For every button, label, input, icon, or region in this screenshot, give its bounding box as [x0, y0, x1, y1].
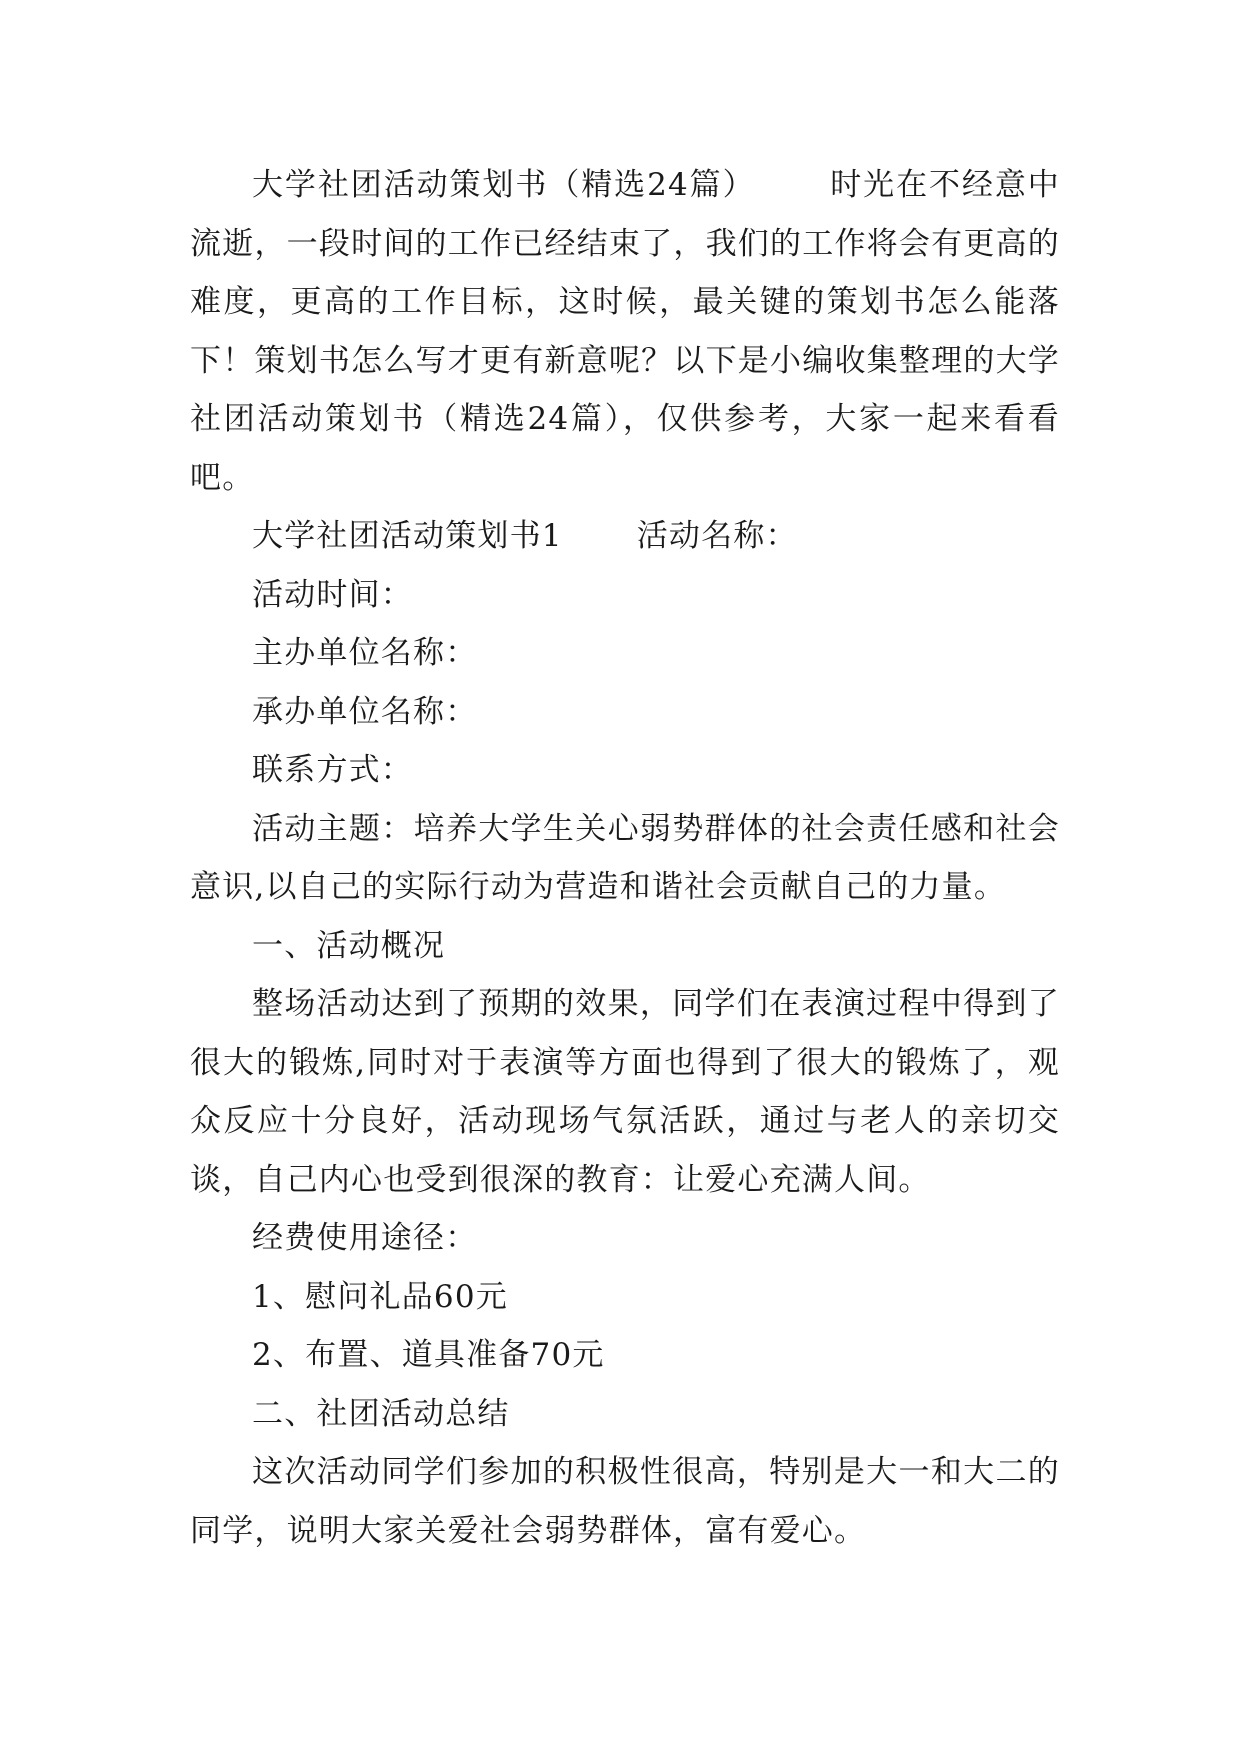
summary-paragraph: 这次活动同学们参加的积极性很高，特别是大一和大二的同学，说明大家关爱社会弱势群体，富有爱心。 [190, 1454, 1060, 1549]
section-heading-paragraph [190, 507, 1060, 566]
expense-item-1: 1、慰问礼品60元 [252, 1278, 508, 1315]
overview-paragraph: 整场活动达到了预期的效果，同学们在表演过程中得到了很大的锻炼,同时对于表演等方面也得到了很大的锻炼了，观众反应十分良好，活动现场气氛活跃，通过与老人的亲切交谈，自己内心也受到很深的教育：让爱心充满人间。 [190, 986, 1060, 1198]
section-summary-heading: 二、社团活动总结 [252, 1395, 510, 1432]
document-title: 大学社团活动策划书（精选24篇） [252, 167, 756, 203]
contact-label: 联系方式： [252, 752, 413, 788]
co-organizer-label: 承办单位名称： [252, 693, 478, 730]
expense-item-2: 2、布置、道具准备70元 [252, 1337, 605, 1373]
document-body [190, 156, 1060, 1560]
section-heading: 大学社团活动策划书1 [252, 518, 563, 554]
intro-paragraph [190, 156, 1060, 507]
expense-heading: 经费使用途径： [252, 1220, 478, 1256]
section-overview-heading: 一、活动概况 [252, 927, 446, 964]
intro-text: 时光在不经意中流逝，一段时间的工作已经结束了，我们的工作将会有更高的难度，更高的工作目标，这时候，最关键的策划书怎么能落下！策划书怎么写才更有新意呢？以下是小编收集整理的大学社团活动策划书（精选24篇），仅供参考，大家一起来看看吧。 [190, 167, 1060, 496]
organizer-label: 主办单位名称： [252, 635, 478, 671]
activity-theme-paragraph: 活动主题：培养大学生关心弱势群体的社会责任感和社会意识,以自己的实际行动为营造和谐社会贡献自己的力量。 [190, 810, 1060, 905]
activity-time-label: 活动时间： [252, 576, 413, 613]
activity-name-label: 活动名称： [636, 518, 798, 554]
